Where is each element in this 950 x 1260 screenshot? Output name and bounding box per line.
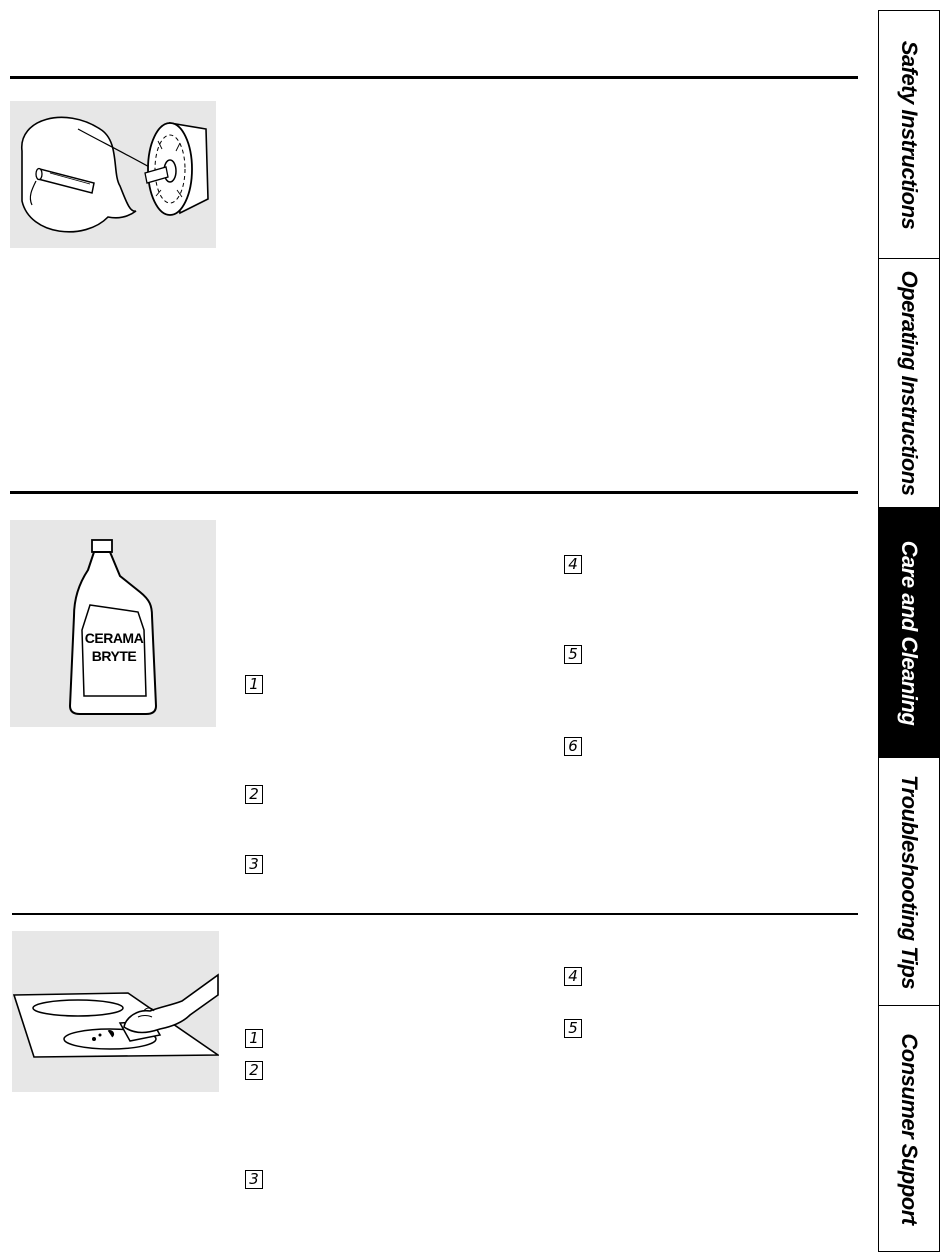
step-number-box: 1: [245, 1029, 263, 1048]
step-number-box: 4: [564, 555, 582, 574]
section-divider-bottom: [12, 913, 858, 915]
knob-shaft-illustration: [10, 101, 216, 248]
step-number-box: 4: [564, 967, 582, 986]
step-number-box: 3: [245, 855, 263, 874]
step-number-box: 2: [245, 785, 263, 804]
section-divider-middle: [10, 491, 858, 494]
section-divider-top: [10, 76, 858, 79]
side-tab-navigation: [878, 10, 940, 1252]
tab-label: Operating Instructions: [897, 270, 922, 496]
cleaner-bottle-illustration: [10, 520, 216, 727]
tab-label: Troubleshooting Tips: [897, 774, 922, 989]
tab-label: Safety Instructions: [897, 40, 922, 229]
step-number-box: 3: [245, 1170, 263, 1189]
bottle-label-line2: BRYTE: [91, 648, 137, 664]
tab-operating-instructions[interactable]: [879, 259, 939, 508]
step-number-box: 2: [245, 1061, 263, 1080]
step-number-box: 5: [564, 1019, 582, 1038]
step-number-box: 5: [564, 645, 582, 664]
tab-label: Consumer Support: [897, 1032, 922, 1225]
knob-shaft-drawing: [10, 101, 216, 248]
tab-label: Care and Cleaning: [897, 540, 922, 725]
tab-safety-instructions[interactable]: [879, 11, 939, 259]
cleaner-bottle-drawing: [10, 520, 216, 727]
tab-care-and-cleaning[interactable]: [879, 508, 939, 758]
wiping-cooktop-drawing: [12, 931, 219, 1092]
wiping-cooktop-illustration: [12, 931, 219, 1092]
bottle-label-line1: CERAMA: [84, 630, 144, 646]
step-number-box: 1: [245, 675, 263, 694]
step-number-box: 6: [564, 737, 582, 756]
tab-troubleshooting-tips[interactable]: [879, 758, 939, 1006]
tab-consumer-support[interactable]: [879, 1006, 939, 1251]
